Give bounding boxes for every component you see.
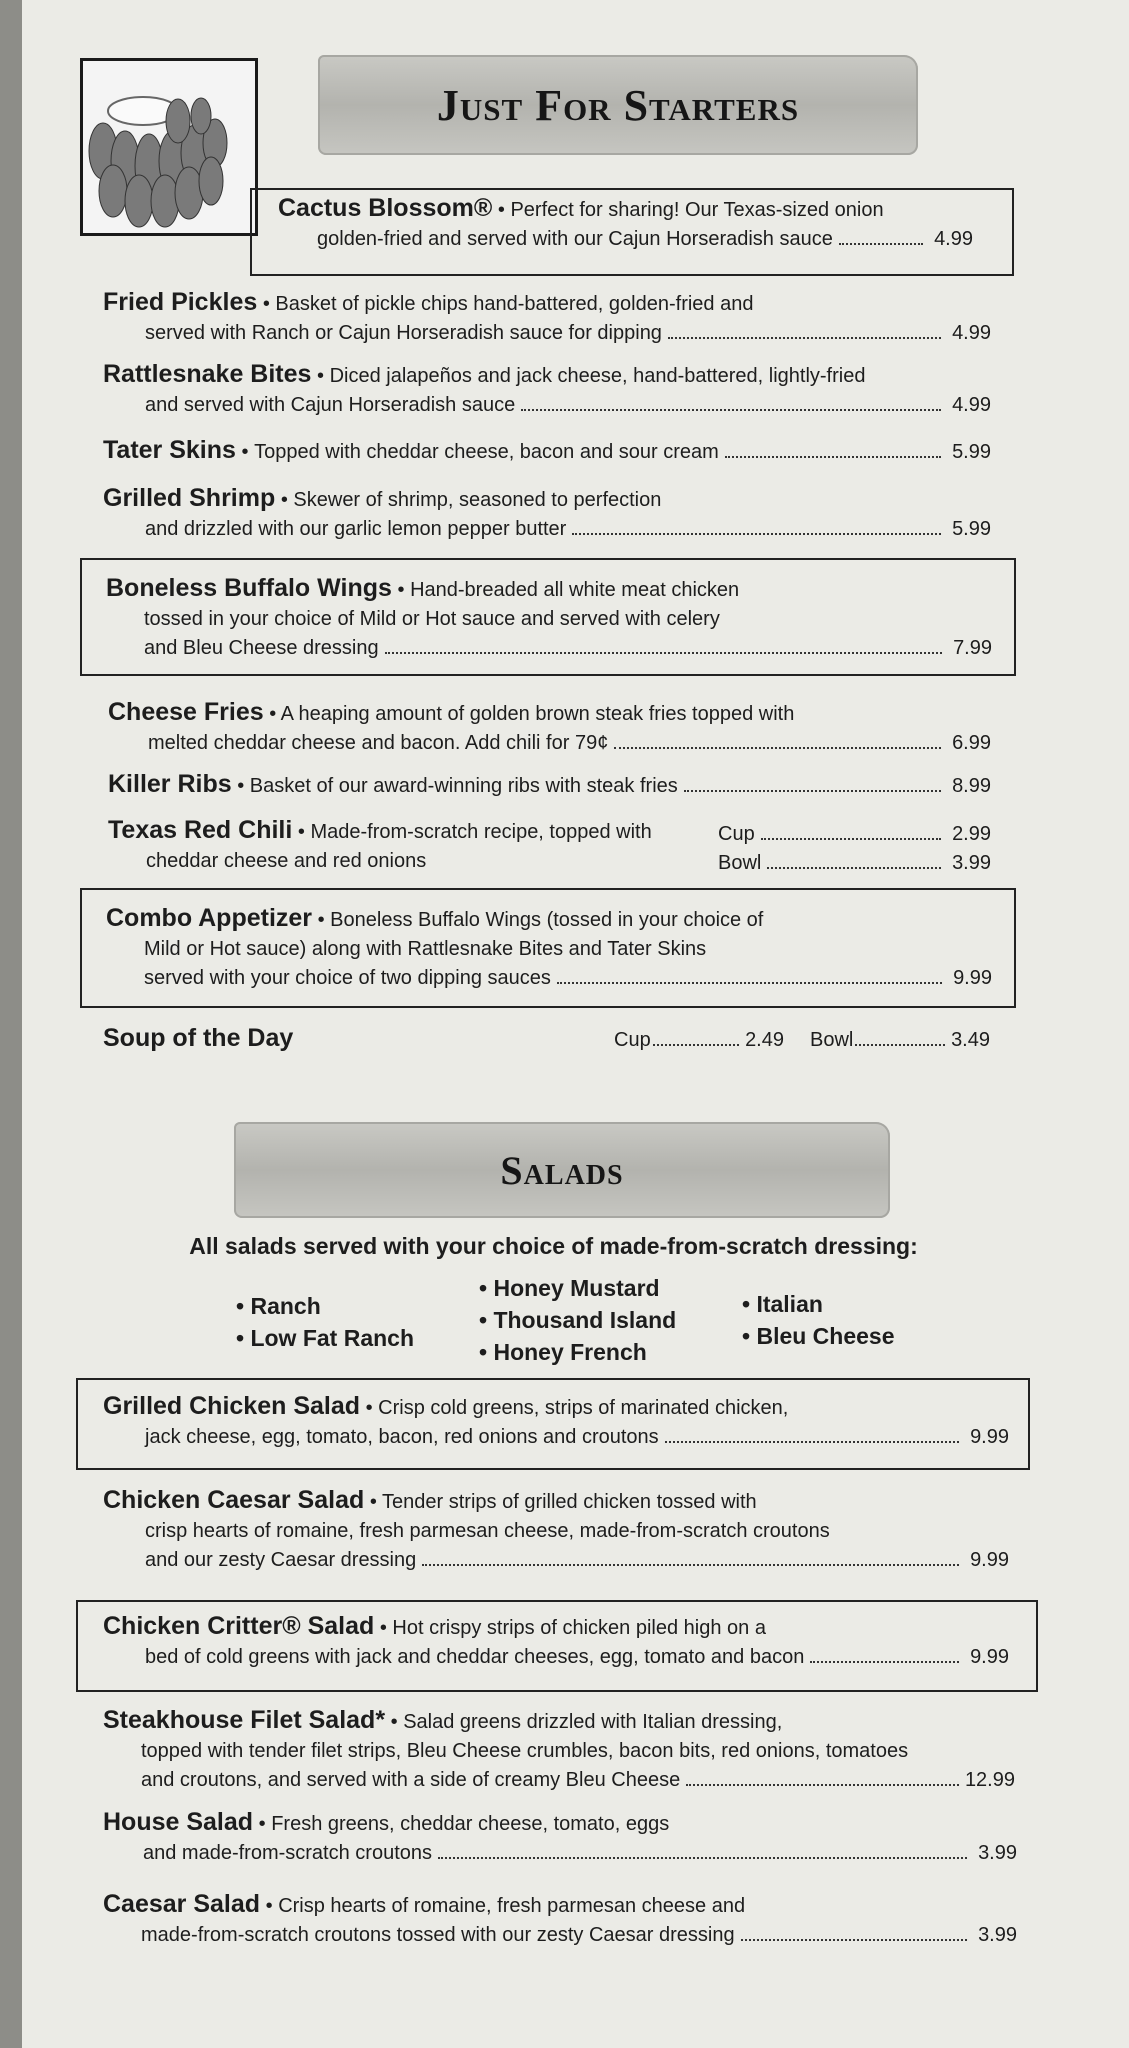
starters-banner xyxy=(318,55,918,155)
item-price: 9.99 xyxy=(970,1426,1009,1448)
item-price: 9.99 xyxy=(953,967,992,989)
menu-item-caesar-salad: Caesar Salad • Crisp hearts of romaine, fresh parmesan cheese and made-from-scratch croutons tossed with our zesty Caesar dressing 3.99 xyxy=(103,1890,1017,1950)
item-desc: A heaping amount of golden brown steak fries topped with xyxy=(280,703,795,725)
item-desc: Boneless Buffalo Wings (tossed in your choice of xyxy=(330,909,764,931)
menu-item-cheese-fries: Cheese Fries • A heaping amount of golden brown steak fries topped with melted cheddar cheese and bacon. Add chili for 79¢ 6.99 xyxy=(108,698,991,758)
dressing-item: • Italian xyxy=(742,1291,823,1317)
dressing-item: • Thousand Island xyxy=(479,1307,677,1333)
item-desc: tossed in your choice of Mild or Hot sauce and served with celery xyxy=(144,608,720,630)
item-name: Rattlesnake Bites xyxy=(103,360,312,388)
menu-item-cactus-blossom: Cactus Blossom® • Perfect for sharing! Our Texas-sized onion golden-fried and served with our Cajun Horseradish sauce 4.99 xyxy=(278,194,973,254)
item-desc: Made-from-scratch recipe, topped with xyxy=(310,821,652,843)
item-name: Chicken Critter® Salad xyxy=(103,1612,375,1640)
dressing-column-2 xyxy=(479,1272,676,1368)
item-name: House Salad xyxy=(103,1808,254,1836)
size-label: Bowl xyxy=(718,852,762,874)
item-desc: Fresh greens, cheddar cheese, tomato, eggs xyxy=(271,1813,670,1835)
item-price: 3.49 xyxy=(951,1029,990,1051)
item-price: 2.99 xyxy=(952,823,991,845)
item-name: Fried Pickles xyxy=(103,288,258,316)
dressing-item: • Bleu Cheese xyxy=(742,1323,895,1349)
salads-dressing-intro: All salads served with your choice of made-from-scratch dressing: xyxy=(189,1233,918,1259)
item-desc: bed of cold greens with jack and cheddar cheeses, egg, tomato and bacon xyxy=(145,1646,805,1668)
menu-item-fried-pickles: Fried Pickles • Basket of pickle chips hand-battered, golden-fried and served with Ranch or Cajun Horseradish sauce for dipping 4.99 xyxy=(103,288,991,348)
item-price: 3.99 xyxy=(978,1842,1017,1864)
item-desc: served with your choice of two dipping sauces xyxy=(144,967,551,989)
menu-item-soup-of-the-day xyxy=(103,1024,503,1055)
item-name: Soup of the Day xyxy=(103,1024,294,1052)
size-label: Cup xyxy=(718,823,755,845)
item-desc: and served with Cajun Horseradish sauce xyxy=(145,394,516,416)
item-name: Boneless Buffalo Wings xyxy=(106,574,392,602)
menu-item-rattlesnake-bites: Rattlesnake Bites • Diced jalapeños and jack cheese, hand-battered, lightly-fried and served with Cajun Horseradish sauce 4.99 xyxy=(103,360,991,420)
dressing-item: • Low Fat Ranch xyxy=(236,1325,415,1351)
item-desc: crisp hearts of romaine, fresh parmesan cheese, made-from-scratch croutons xyxy=(145,1520,830,1542)
starters-title: Just For Starters xyxy=(436,80,800,130)
dressing-item: • Honey Mustard xyxy=(479,1275,660,1301)
chili-cup-price-row xyxy=(718,820,991,878)
item-price: 5.99 xyxy=(952,441,991,463)
item-price: 2.49 xyxy=(745,1029,784,1051)
menu-item-tater-skins: Tater Skins • Topped with cheddar cheese, bacon and sour cream 5.99 xyxy=(103,436,991,467)
item-desc: melted cheddar cheese and bacon. Add chili for 79¢ xyxy=(148,732,609,754)
item-price: 8.99 xyxy=(952,775,991,797)
item-name: Steakhouse Filet Salad* xyxy=(103,1706,386,1734)
menu-item-chicken-critter-salad: Chicken Critter® Salad • Hot crispy strips of chicken piled high on a bed of cold greens with jack and cheddar cheeses, egg, tomato and bacon 9.99 xyxy=(103,1612,1009,1672)
item-name: Cactus Blossom® xyxy=(278,194,493,222)
menu-item-chicken-caesar-salad: Chicken Caesar Salad • Tender strips of grilled chicken tossed with crisp hearts of romaine, fresh parmesan cheese, made-from-scratch croutons and our zesty Caesar dressing 9.99 xyxy=(103,1486,1009,1575)
dressing-column-3 xyxy=(742,1288,895,1352)
dressing-item: • Ranch xyxy=(236,1293,321,1319)
menu-item-grilled-shrimp: Grilled Shrimp • Skewer of shrimp, seasoned to perfection and drizzled with our garlic lemon pepper butter 5.99 xyxy=(103,484,991,544)
item-desc: Mild or Hot sauce) along with Rattlesnake Bites and Tater Skins xyxy=(144,938,707,960)
item-desc: Diced jalapeños and jack cheese, hand-battered, lightly-fried xyxy=(329,365,866,387)
item-desc: and croutons, and served with a side of creamy Bleu Cheese xyxy=(141,1769,681,1791)
item-desc: Crisp hearts of romaine, fresh parmesan cheese and xyxy=(278,1895,746,1917)
item-desc: and our zesty Caesar dressing xyxy=(145,1549,417,1571)
item-desc: Hot crispy strips of chicken piled high on a xyxy=(392,1617,766,1639)
menu-item-boneless-buffalo-wings: Boneless Buffalo Wings • Hand-breaded all white meat chicken tossed in your choice of Mild or Hot sauce and served with celery and Bleu Cheese dressing 7.99 xyxy=(106,574,992,663)
item-price: 4.99 xyxy=(934,228,973,250)
item-name: Tater Skins xyxy=(103,436,236,464)
item-desc: Basket of pickle chips hand-battered, golden-fried and xyxy=(275,293,754,315)
item-desc: Perfect for sharing! Our Texas-sized onion xyxy=(510,199,884,221)
item-price: 12.99 xyxy=(964,1769,1015,1791)
size-label: Bowl xyxy=(810,1029,854,1051)
item-desc: and Bleu Cheese dressing xyxy=(144,637,379,659)
item-name: Grilled Shrimp xyxy=(103,484,276,512)
item-price: 7.99 xyxy=(953,637,992,659)
menu-item-combo-appetizer: Combo Appetizer • Boneless Buffalo Wings (tossed in your choice of Mild or Hot sauce) along with Rattlesnake Bites and Tater Skins served with your choice of two dipping sauces 9.99 xyxy=(106,904,992,993)
item-desc: served with Ranch or Cajun Horseradish sauce for dipping xyxy=(145,322,662,344)
item-price: 3.99 xyxy=(952,852,991,874)
size-label: Cup xyxy=(614,1029,651,1051)
menu-item-killer-ribs: Killer Ribs • Basket of our award-winning ribs with steak fries 8.99 xyxy=(108,770,991,801)
menu-item-texas-red-chili: Texas Red Chili • Made-from-scratch recipe, topped with cheddar cheese and red onions xyxy=(108,816,708,876)
item-desc: jack cheese, egg, tomato, bacon, red onions and croutons xyxy=(145,1426,659,1448)
item-desc: topped with tender filet strips, Bleu Cheese crumbles, bacon bits, red onions, tomatoes xyxy=(141,1740,909,1762)
menu-item-grilled-chicken-salad: Grilled Chicken Salad • Crisp cold greens, strips of marinated chicken, jack cheese, egg, tomato, bacon, red onions and croutons 9.99 xyxy=(103,1392,1009,1452)
item-desc: cheddar cheese and red onions xyxy=(146,850,427,872)
menu-item-house-salad: House Salad • Fresh greens, cheddar cheese, tomato, eggs and made-from-scratch croutons 3.99 xyxy=(103,1808,1017,1868)
item-price: 3.99 xyxy=(978,1924,1017,1946)
soup-cup-price xyxy=(614,1026,784,1055)
item-desc: Tender strips of grilled chicken tossed with xyxy=(382,1491,757,1513)
item-desc: Basket of our award-winning ribs with steak fries xyxy=(249,775,678,797)
cactus-blossom-photo xyxy=(80,58,258,236)
item-desc: made-from-scratch croutons tossed with our zesty Caesar dressing xyxy=(141,1924,735,1946)
item-desc: and made-from-scratch croutons xyxy=(143,1842,433,1864)
dressing-column-1 xyxy=(236,1290,414,1354)
menu-item-steakhouse-filet-salad: Steakhouse Filet Salad* • Salad greens drizzled with Italian dressing, topped with tender filet strips, Bleu Cheese crumbles, bacon bits, red onions, tomatoes and croutons, and served with a side of creamy Bleu Cheese 12.99 xyxy=(103,1706,1015,1795)
item-desc: Hand-breaded all white meat chicken xyxy=(410,579,740,601)
item-name: Chicken Caesar Salad xyxy=(103,1486,365,1514)
soup-bowl-price xyxy=(810,1026,990,1055)
salads-title: Salads xyxy=(500,1147,624,1193)
item-price: 6.99 xyxy=(952,732,991,754)
item-desc: Skewer of shrimp, seasoned to perfection xyxy=(293,489,662,511)
item-desc: Salad greens drizzled with Italian dressing, xyxy=(403,1711,783,1733)
dressing-item: • Honey French xyxy=(479,1339,647,1365)
item-price: 4.99 xyxy=(952,394,991,416)
item-desc: and drizzled with our garlic lemon pepper butter xyxy=(145,518,567,540)
item-desc: golden-fried and served with our Cajun Horseradish sauce xyxy=(317,228,833,250)
item-name: Grilled Chicken Salad xyxy=(103,1392,361,1420)
item-price: 5.99 xyxy=(952,518,991,540)
item-name: Caesar Salad xyxy=(103,1890,261,1918)
item-price: 9.99 xyxy=(970,1549,1009,1571)
item-desc: Topped with cheddar cheese, bacon and sour cream xyxy=(254,441,719,463)
item-name: Killer Ribs xyxy=(108,770,232,798)
item-name: Combo Appetizer xyxy=(106,904,313,932)
item-price: 4.99 xyxy=(952,322,991,344)
item-price: 9.99 xyxy=(970,1646,1009,1668)
item-desc: Crisp cold greens, strips of marinated chicken, xyxy=(378,1397,789,1419)
item-name: Cheese Fries xyxy=(108,698,264,726)
salads-banner xyxy=(234,1122,890,1218)
item-name: Texas Red Chili xyxy=(108,816,293,844)
